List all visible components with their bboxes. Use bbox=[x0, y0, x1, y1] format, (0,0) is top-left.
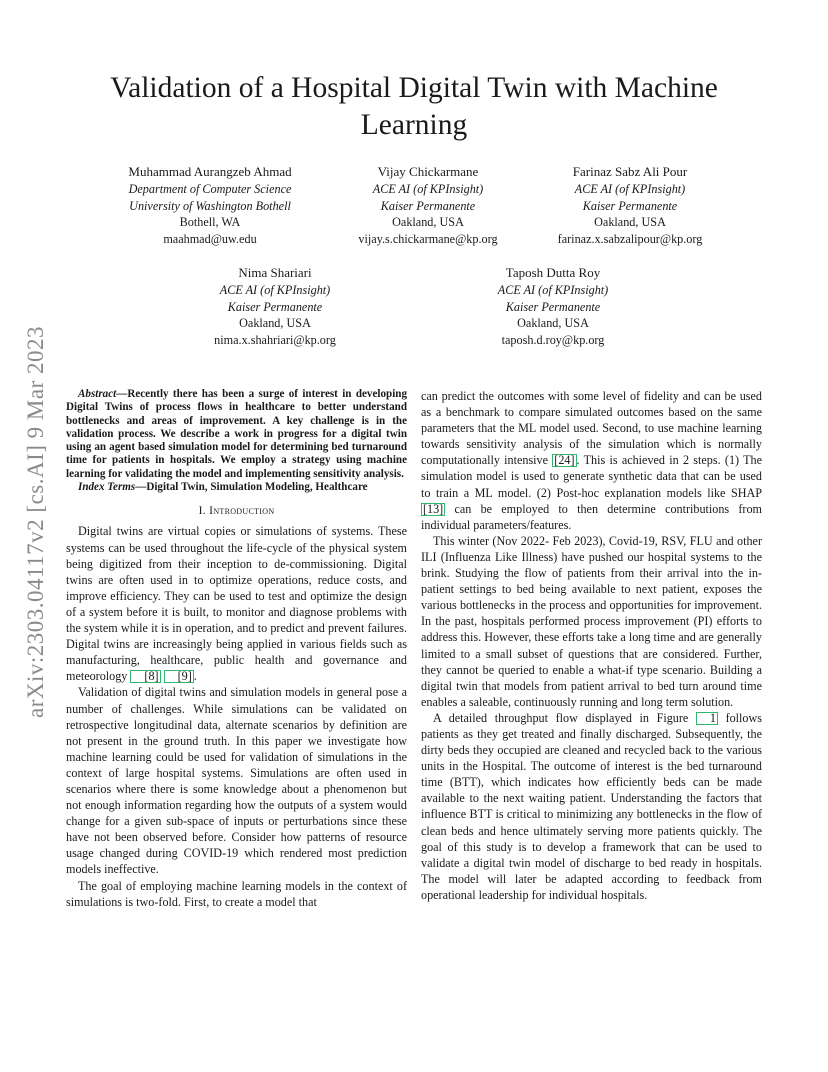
author-email: taposh.d.roy@kp.org bbox=[501, 333, 605, 348]
author-email: vijay.s.chickarmane@kp.org bbox=[358, 232, 498, 247]
paragraph-text: Digital twins are virtual copies or simulations of systems. These systems can be used throughout the life-cycle of the physical system being digitized from their inception to de-commissioning. Digital twins are often used in to optimize operations, reduce costs, and improve efficiency. They can be used to test and optimize the design of a system before it is built, to monitor and diagnose problems with the system while it is in operation, and to predict and prevent failures. Digital twins are increasingly being applied in various fields such as manufacturing, healthcare, public health and governance and meteorology bbox=[66, 524, 407, 684]
author-affiliation: Kaiser Permanente bbox=[380, 198, 476, 213]
citation-link[interactable]: [9] bbox=[164, 670, 194, 683]
paragraph bbox=[421, 710, 762, 903]
author-name: Nima Shariari bbox=[238, 265, 312, 280]
arxiv-identifier: arXiv:2303.04117v2 [cs.AI] 9 Mar 2023 bbox=[23, 326, 48, 718]
paper-title: Validation of a Hospital Digital Twin with Machine Learning bbox=[110, 72, 718, 141]
section-heading bbox=[66, 503, 407, 519]
paragraph-text: follows patients as they get treated and finally discharged. Subsequently, the dirty beds they occupied are cleaned and recycled back to the various units in the Hospital. The outcome of interest is the bed turnaround time (BTT), which indicates how efficiently beds can be made available to the next waiting patient. Understanding the factors that influence BTT is critical to minimizing any bottlenecks in the flow of clean beds and hence ultimately serving more patients quickly. The goal of this study is to develop a framework that can be used to validate a digital twin model of discharge to bed ready in hospitals. The model will later be adapted according to feedback from operational leadership for individual hospitals. bbox=[421, 710, 762, 902]
abstract-text: —Recently there has been a surge of interest in developing Digital Twins of process flows in healthcare to better understand bottlenecks and areas of improvement. A key challenge is in the validation process. We describe a work in progress for a digital twin using an agent based simulation model for determining bed turnaround time for patients in hospitals. We employ a strategy using machine learning for validating the model and implementing sensitivity analysis. bbox=[66, 388, 407, 480]
author-affiliation: ACE AI (of KPInsight) bbox=[497, 282, 609, 297]
index-terms-text: —Digital Twin, Simulation Modeling, Healthcare bbox=[135, 481, 368, 494]
author-affiliation: ACE AI (of KPInsight) bbox=[574, 181, 686, 196]
author-affiliation: Kaiser Permanente bbox=[582, 198, 678, 213]
paragraph bbox=[66, 523, 407, 684]
author-name: Farinaz Sabz Ali Pour bbox=[572, 164, 688, 179]
figure-link[interactable]: 1 bbox=[696, 712, 718, 725]
author-name: Muhammad Aurangzeb Ahmad bbox=[128, 164, 292, 179]
paragraph-text: can be employed to then determine contributions from individual parameters/features. bbox=[421, 501, 762, 532]
abstract bbox=[66, 388, 407, 481]
author-block-1 bbox=[80, 164, 340, 248]
left-column bbox=[66, 388, 407, 910]
paragraph-text: . This is achieved in 2 steps. (1) The simulation model is used to generate synthetic data that can be used to train a ML model. (2) Post-hoc explanation models like SHAP bbox=[421, 453, 762, 500]
paragraph: Validation of digital twins and simulation models in general pose a number of challenges. While simulations can be validated on retrospective longitudinal data, alternate scenarios by definition are not present in the ground truth. In this paper we investigate how machine learning could be used for validation of simulations in the context of large hospital systems. Simulations are often used in scenarios where there is some knowledge about a phenomenon but not enough information regarding how the outputs of a system would change for a given sub-space of inputs or perturbations since these have not been observed before. Consider how patterns of resource usage changed during COVID-19 which rendered most prediction models ineffective. bbox=[66, 685, 407, 877]
right-column bbox=[421, 388, 762, 903]
author-affiliation: ACE AI (of KPInsight) bbox=[372, 181, 484, 196]
author-location: Oakland, USA bbox=[239, 316, 311, 331]
author-location: Bothell, WA bbox=[179, 215, 241, 230]
paragraph: This winter (Nov 2022- Feb 2023), Covid-19, RSV, FLU and other ILI (Influenza Like Illness) have pushed our hospital systems to the brink. Studying the flow of patients from their arrival into the in-patient settings to bed being available to next patient, exposes the various bottlenecks in the process and opportunities for improvement. In the past, hospitals performed process improvement (PI) efforts to address this. However, these efforts take a long time and are generally limited to a small subset of questions that are considered. Further, they cannot be queried to enable a what-if type scenario. Building a digital twin that models from patient arrival to bed turn around time enables a saleable, continuously running and long term solution. bbox=[421, 533, 762, 709]
author-affiliation: Kaiser Permanente bbox=[227, 299, 323, 314]
arxiv-identifier-margin bbox=[20, 296, 52, 748]
author-email: maahmad@uw.edu bbox=[163, 232, 257, 247]
index-terms bbox=[66, 481, 407, 494]
author-affiliation: Department of Computer Science bbox=[128, 181, 292, 196]
citation-link[interactable]: [8] bbox=[130, 670, 160, 683]
citation-link[interactable]: [24] bbox=[554, 453, 575, 468]
author-email: farinaz.x.sabzalipour@kp.org bbox=[557, 232, 703, 247]
paragraph-text: A detailed throughput flow displayed in Figure bbox=[433, 710, 696, 725]
author-affiliation: University of Washington Bothell bbox=[129, 198, 291, 213]
abstract-label: Abstract bbox=[78, 388, 117, 400]
author-location: Oakland, USA bbox=[594, 215, 666, 230]
author-name: Vijay Chickarmane bbox=[377, 164, 479, 179]
author-block-5 bbox=[443, 265, 663, 349]
author-block-4 bbox=[165, 265, 385, 349]
author-affiliation: ACE AI (of KPInsight) bbox=[219, 282, 331, 297]
citation-link[interactable]: [13] bbox=[423, 501, 444, 516]
section-number: I. bbox=[198, 504, 210, 518]
author-location: Oakland, USA bbox=[392, 215, 464, 230]
paragraph-text: . bbox=[193, 669, 197, 684]
paragraph-text: can predict the outcomes with some level of fidelity and can be used as a benchmark to compare simulated outcomes based on the same parameters that the ML model used. Second, to use machine learning towards sensitivity analysis of the simulation which is normally computationally intensive bbox=[421, 389, 762, 468]
author-name: Taposh Dutta Roy bbox=[505, 265, 601, 280]
author-block-3 bbox=[520, 164, 740, 248]
author-email: nima.x.shahriari@kp.org bbox=[214, 333, 336, 348]
section-title: Introduction bbox=[209, 504, 275, 518]
author-block-2 bbox=[318, 164, 538, 248]
author-affiliation: Kaiser Permanente bbox=[505, 299, 601, 314]
paragraph bbox=[421, 388, 762, 533]
paragraph: The goal of employing machine learning models in the context of simulations is two-fold. First, to create a model that bbox=[66, 878, 407, 909]
author-location: Oakland, USA bbox=[517, 316, 589, 331]
index-terms-label: Index Terms bbox=[78, 481, 136, 494]
